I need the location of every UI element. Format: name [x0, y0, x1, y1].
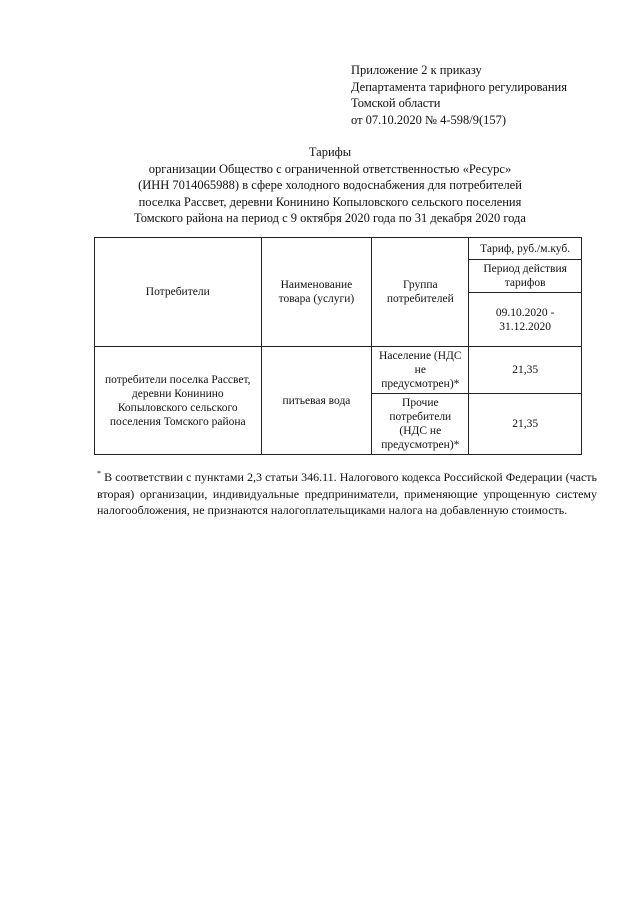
cell-group: Прочие потребители (НДС не предусмотрен)*	[372, 394, 469, 455]
tariff-table	[94, 237, 582, 455]
document-title: Тарифы	[308, 145, 352, 159]
footnote-marker: *	[97, 469, 101, 478]
appendix-block	[351, 62, 621, 128]
appendix-line: Томской области	[351, 96, 441, 110]
footnote-text: В соответствии с пунктами 2,3 статьи 346.11. Налогового кодекса Российской Федерации (часть вторая) организации, индивидуальные предприниматели, применяющие упрощенную систему налогообложения, не признаются налогоплательщиками налога на добавленную стоимость.	[97, 470, 598, 517]
header-group: Группа потребителей	[372, 238, 469, 347]
cell-consumers: потребители поселка Рассвет, деревни Конинино Копыловского сельского поселения Томского района	[95, 347, 262, 455]
header-product: Наименование товара (услуги)	[261, 238, 372, 347]
document-heading	[60, 144, 600, 227]
footnote	[97, 466, 597, 519]
heading-line: (ИНН 7014065988) в сфере холодного водоснабжения для потребителей	[138, 178, 522, 192]
header-consumers: Потребители	[95, 238, 262, 347]
header-period: 09.10.2020 - 31.12.2020	[469, 293, 582, 347]
cell-tariff-value: 21,35	[469, 394, 582, 455]
cell-tariff-value: 21,35	[469, 347, 582, 394]
cell-product: питьевая вода	[261, 347, 372, 455]
heading-line: Томского района на период с 9 октября 2020 года по 31 декабря 2020 года	[134, 211, 526, 225]
header-period-label: Период действия тарифов	[469, 260, 582, 293]
heading-line: организации Общество с ограниченной ответственностью «Ресурс»	[148, 161, 512, 176]
heading-line: поселка Рассвет, деревни Конинино Копыловского сельского поселения	[138, 194, 522, 209]
cell-group: Население (НДС не предусмотрен)*	[372, 347, 469, 394]
appendix-line: Департамента тарифного регулирования	[351, 79, 567, 94]
appendix-line: Приложение 2 к приказу	[351, 63, 482, 77]
appendix-line: от 07.10.2020 № 4-598/9(157)	[351, 112, 507, 127]
header-tariff: Тариф, руб./м.куб.	[469, 238, 582, 260]
